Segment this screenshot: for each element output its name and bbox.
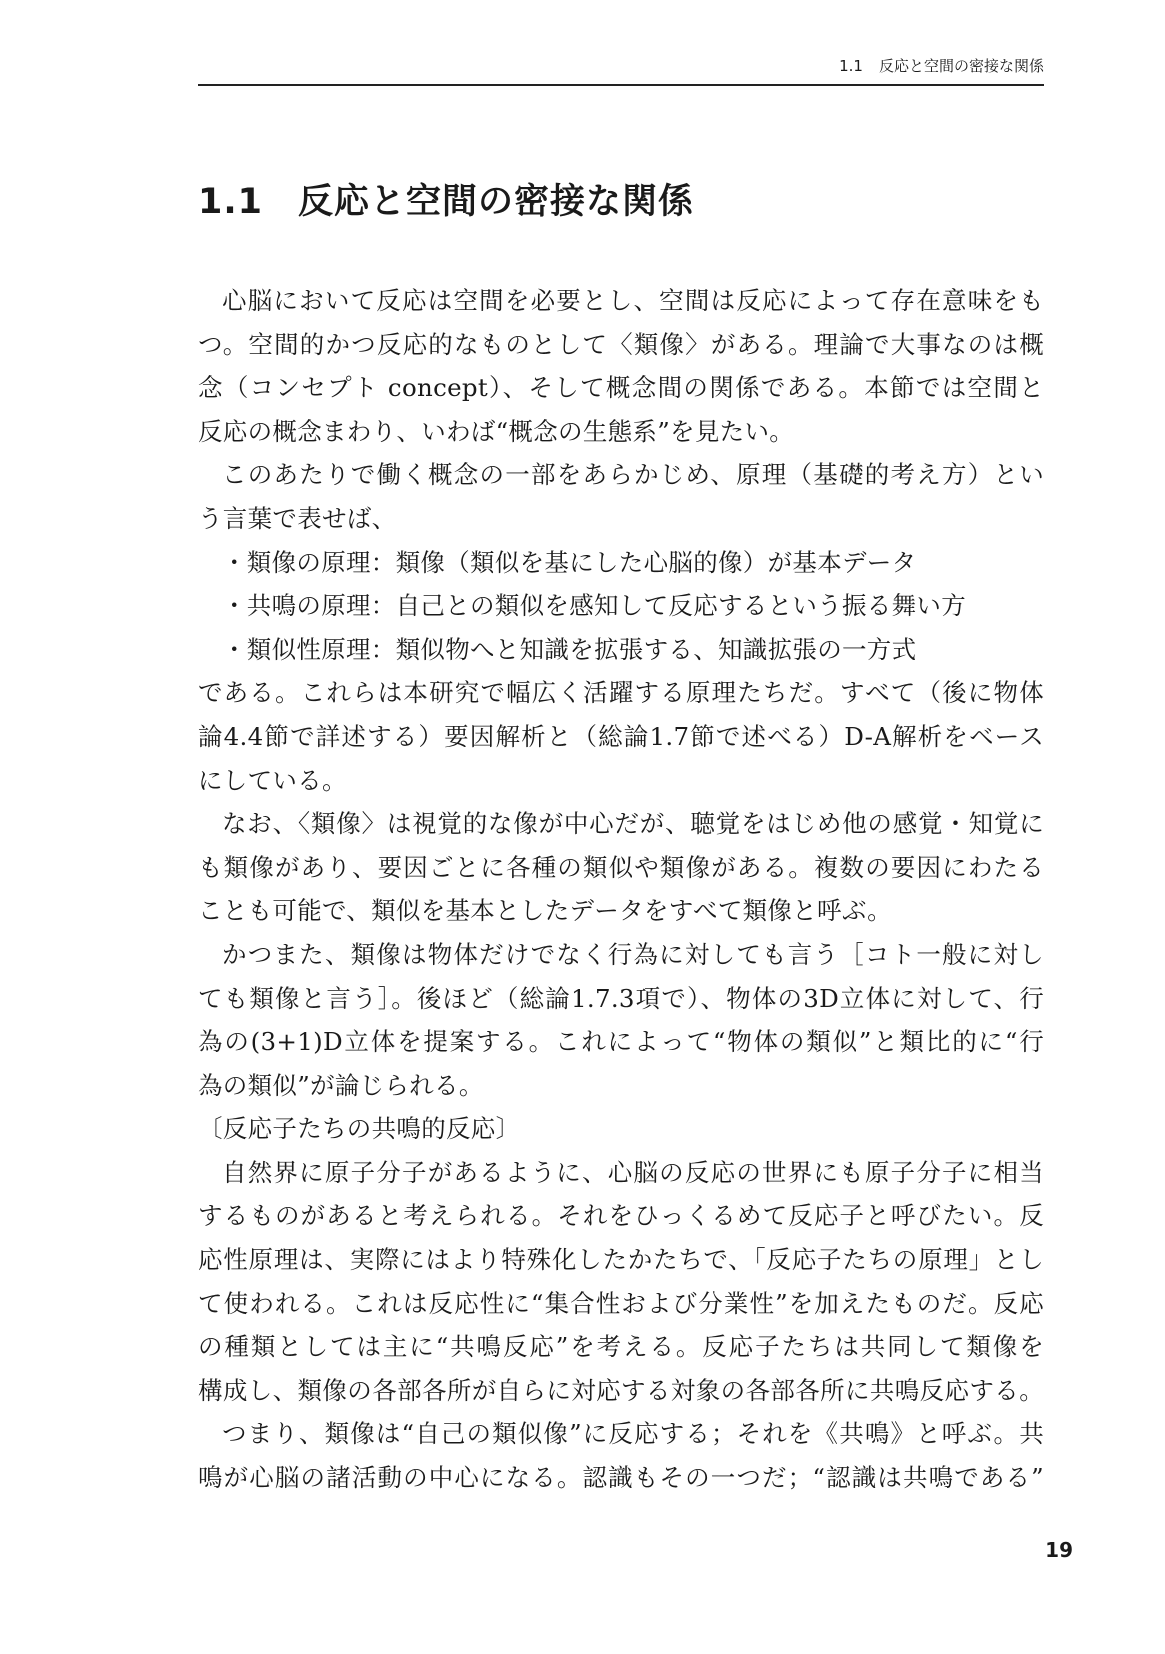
text-line: の種類としては主に“共鳴反応”を考える。反応子たちは共同して類像を: [198, 1332, 1044, 1362]
section-number: 1.1: [198, 182, 264, 222]
text-line: である。これらは本研究で幅広く活躍する原理たちだ。すべて（後に物体: [198, 678, 1044, 708]
bullet-item: ・類像の原理：類像（類似を基にした心脳的像）が基本データ: [222, 547, 917, 577]
section-heading: [198, 180, 694, 224]
text-line: 為の(3+1)D立体を提案する。これによって“物体の類似”と類比的に“行: [198, 1027, 1044, 1057]
text-line: かつまた、類像は物体だけでなく行為に対しても言う［コト一般に対し: [222, 939, 1044, 969]
subsection-heading: 〔反応子たちの共鳴的反応〕: [198, 1114, 521, 1144]
bullet-item: ・共鳴の原理：自己との類似を感知して反応するという振る舞い方: [222, 591, 966, 621]
text-line: このあたりで働く概念の一部をあらかじめ、原理（基礎的考え方）とい: [222, 460, 1044, 490]
text-line: にしている。: [198, 765, 347, 795]
text-line: 構成し、類像の各部各所が自らに対応する対象の各部各所に共鳴反応する。: [198, 1375, 1044, 1405]
bullet-item: ・類似性原理：類似物へと知識を拡張する、知識拡張の一方式: [222, 634, 917, 664]
text-line: も類像があり、要因ごとに各種の類似や類像がある。複数の要因にわたる: [198, 852, 1044, 882]
text-line: 反応の概念まわり、いわば“概念の生態系”を見たい。: [198, 416, 795, 446]
text-line: て使われる。これは反応性に“集合性および分業性”を加えたものだ。反応: [198, 1288, 1044, 1318]
text-line: 心脳において反応は空間を必要とし、空間は反応によって存在意味をも: [222, 286, 1044, 315]
text-line: なお、〈類像〉は視覚的な像が中心だが、聴覚をはじめ他の感覚・知覚に: [222, 809, 1044, 839]
text-line: 論4.4節で詳述する）要因解析と（総論1.7節で述べる）D-A解析をベース: [198, 721, 1044, 751]
header-section-title: 反応と空間の密接な関係: [878, 57, 1044, 75]
text-line: ても類像と言う］。後ほど（総論1.7.3項で）、物体の3D立体に対して、行: [198, 983, 1044, 1013]
text-line: 鳴が心脳の諸活動の中心になる。認識もその一つだ；“認識は共鳴である”: [198, 1463, 1044, 1493]
text-line: ことも可能で、類似を基本としたデータをすべて類像と呼ぶ。: [198, 896, 892, 926]
text-line: 応性原理は、実際にはより特殊化したかたちで、「反応子たちの原理」とし: [198, 1245, 1044, 1275]
running-header: [198, 56, 1044, 86]
section-title: 反応と空間の密接な関係: [298, 182, 695, 222]
text-line: 念（コンセプト concept）、そして概念間の関係である。本節では空間と: [198, 373, 1044, 403]
text-line: つまり、類像は“自己の類似像”に反応する；それを《共鳴》と呼ぶ。共: [222, 1419, 1044, 1449]
text-line: するものがあると考えられる。それをひっくるめて反応子と呼びたい。反: [198, 1201, 1044, 1231]
text-line: 為の類似”が論じられる。: [198, 1070, 484, 1100]
text-line: つ。空間的かつ反応的なものとして〈類像〉がある。理論で大事なのは概: [198, 329, 1044, 359]
text-line: う言葉で表せば、: [198, 503, 397, 533]
page-number: 19: [1045, 1538, 1073, 1562]
header-section-number: 1.1: [839, 57, 863, 75]
body-text: [198, 279, 1044, 1500]
text-line: 自然界に原子分子があるように、心脳の反応の世界にも原子分子に相当: [222, 1157, 1044, 1187]
